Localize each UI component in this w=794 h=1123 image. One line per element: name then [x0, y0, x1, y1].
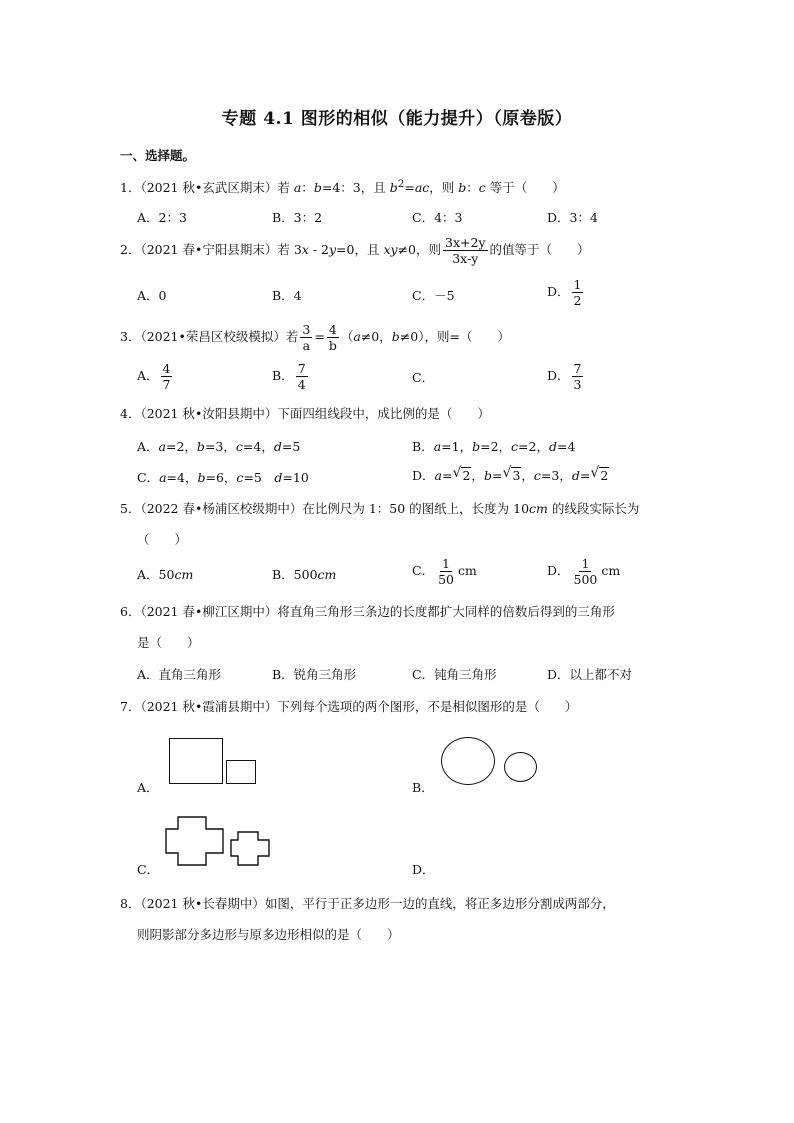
q5-d-numerator: 1: [581, 556, 590, 571]
q5-unit: cm: [529, 501, 548, 516]
radical-sign: √: [590, 465, 600, 481]
sqrt-symbol: [590, 465, 609, 483]
radicand: 2: [600, 468, 609, 483]
q3-b-denominator: 4: [297, 377, 306, 393]
q4-option-c: [137, 468, 309, 486]
q5-unit: cm: [317, 567, 337, 582]
q1-var: ac: [414, 180, 430, 196]
q7-c-large-cross: [166, 817, 223, 865]
q4-var: c: [511, 439, 519, 454]
q3-d-numerator: 7: [573, 361, 582, 376]
question-5-stem: [120, 499, 639, 517]
q6-option-a: A．直角三角形: [137, 667, 222, 682]
q7-c-small-cross: [231, 832, 269, 865]
q4-text: ，: [521, 468, 534, 483]
q4-text: =3，: [540, 468, 572, 483]
q5-d-denominator: 500: [573, 572, 598, 588]
q2-option-a: A．0: [137, 288, 167, 303]
q2-var: y: [328, 242, 337, 258]
q3-a-numerator: 4: [162, 361, 171, 376]
q5-c-denominator: 50: [438, 572, 454, 588]
q4-option-b: [412, 437, 575, 455]
q5-d-fraction: [572, 557, 600, 586]
q3-f2-numerator: 4: [328, 322, 337, 337]
q1-text: =: [404, 180, 415, 196]
q1-var: b: [313, 180, 322, 196]
q7-option-d-label: D．: [412, 862, 435, 877]
q2-option-b: B．4: [272, 288, 302, 303]
q3-var: b: [391, 329, 400, 345]
q4-var: c: [236, 470, 244, 485]
q4-var: c: [533, 468, 541, 483]
q7-b-small-circle: [504, 752, 537, 782]
q2-text: - 2: [308, 242, 329, 258]
q3-option-b-label: B．: [272, 368, 294, 384]
q3-option-a: [137, 362, 174, 391]
q6-option-c: C．钝角三角形: [412, 667, 497, 682]
radical-sign: √: [452, 465, 462, 481]
q3-fraction-1: [300, 323, 312, 352]
q3-text: ≠0，: [360, 329, 392, 345]
q2-frac-numerator: 3x+2y: [445, 235, 486, 250]
sqrt-symbol: [502, 465, 521, 483]
q4-var: b: [196, 439, 205, 454]
radicand: 3: [512, 468, 521, 483]
q4-var: d: [274, 470, 283, 485]
q4-var: a: [434, 468, 442, 483]
q3-d-denominator: 3: [573, 377, 582, 393]
question-7-stem: 7．（2021 秋•霞浦县期中）下列每个选项的两个图形，不是相似图形的是（ ）: [120, 699, 578, 714]
q4-var: d: [273, 439, 282, 454]
q4-text: =1，: [441, 439, 473, 454]
q3-option-a-fraction: [161, 362, 173, 391]
q3-option-d-label: D．: [547, 368, 570, 384]
q5-text: 的线段实际长为: [547, 501, 640, 516]
q3-f1-numerator: 3: [302, 322, 311, 337]
q2-option-d-fraction: [572, 278, 584, 307]
section-heading: 一、选择题。: [120, 148, 196, 163]
q3-a-denominator: 7: [162, 377, 171, 393]
q5-unit: cm: [174, 567, 194, 582]
q3-option-b: [272, 362, 310, 391]
q2-frac-denominator: 3x-y: [452, 251, 479, 267]
question-2-stem: [120, 236, 590, 265]
q4-var: b: [472, 439, 481, 454]
q1-var: b: [389, 180, 398, 196]
question-5-stem-line2: （ ）: [137, 532, 188, 547]
q7-c-cross-shapes: [164, 815, 276, 871]
page-title: 专题 4.1 图形的相似（能力提升）（原卷版）: [221, 109, 573, 129]
q5-b-label: B．500: [272, 567, 318, 582]
radical-sign: √: [502, 465, 512, 481]
q4-text: =: [579, 468, 591, 483]
q4-text: =: [491, 468, 503, 483]
question-6-stem-line2: 是（ ）: [137, 635, 200, 650]
q4-text: =5: [281, 439, 301, 454]
q1-option-d: D．3：4: [547, 210, 598, 225]
q4-text: =10: [282, 470, 309, 485]
q5-a-label: A．50: [137, 567, 175, 582]
q3-option-b-fraction: [296, 362, 308, 391]
q2-d-numerator: 1: [573, 277, 582, 292]
q4-text: =2，: [165, 439, 197, 454]
q7-a-large-square: [169, 738, 223, 784]
q6-option-b: B．锐角三角形: [272, 667, 357, 682]
q3-option-d: [547, 362, 585, 391]
q2-d-denominator: 2: [573, 293, 582, 309]
q7-b-large-circle: [441, 737, 495, 785]
q4-text: =6，: [205, 470, 237, 485]
q4-option-a: [137, 437, 300, 455]
q4-text: =4: [557, 439, 576, 454]
q4-c-label: C．: [137, 470, 160, 485]
q5-d-label: D．: [547, 563, 570, 579]
q2-text: ≠0，则: [397, 242, 442, 258]
q2-text: =0，且: [336, 242, 384, 258]
q1-text: ，则: [429, 180, 459, 196]
radicand: 2: [462, 468, 471, 483]
q5-option-d: [547, 557, 620, 586]
q5-unit: cm: [457, 563, 477, 579]
q3-text: ≠0），则=（ ）: [399, 329, 510, 345]
q4-option-d: [412, 466, 609, 484]
q4-text: =4，: [166, 470, 198, 485]
question-1-stem: [120, 178, 565, 196]
q4-var: b: [197, 470, 206, 485]
q4-text: =4，: [242, 439, 274, 454]
q4-text: =2，: [480, 439, 512, 454]
q1-option-a: A．2：3: [137, 210, 187, 225]
q2-option-d: [547, 278, 585, 307]
q4-var: a: [159, 470, 167, 485]
q2-text: 2．（2021 春•宁阳县期末）若 3: [120, 242, 302, 258]
q2-var: xy: [383, 242, 398, 258]
q2-var: x: [301, 242, 309, 258]
q5-c-numerator: 1: [442, 556, 450, 571]
q4-d-label: D．: [412, 468, 435, 483]
q3-fraction-2: [327, 323, 339, 352]
q5-option-a: [137, 565, 193, 583]
q7-option-c-label: C．: [137, 862, 160, 877]
q1-text: ：: [466, 180, 479, 196]
q5-option-b: [272, 565, 336, 583]
q7-a-small-square: [226, 760, 256, 784]
q2-option-d-label: D．: [547, 284, 570, 300]
question-4-stem: 4．（2021 秋•汝阳县期中）下面四组线段中，成比例的是（ ）: [120, 406, 490, 421]
q6-option-d: D．以上都不对: [547, 667, 633, 682]
q1-text: 等于（ ）: [485, 180, 565, 196]
q5-c-label: C．: [412, 563, 435, 579]
sqrt-symbol: [452, 465, 471, 483]
q4-text: ，: [471, 468, 484, 483]
q4-var: d: [571, 468, 580, 483]
question-8-stem-line2: 则阴影部分多边形与原多边形相似的是（ ）: [137, 927, 400, 942]
q1-text: 1．（2021 秋•玄武区期末）若: [120, 180, 294, 196]
q3-f2-denominator: b: [328, 338, 337, 354]
q3-var: a: [353, 329, 361, 345]
q4-b-label: B．: [412, 439, 434, 454]
q2-option-c: C．－5: [412, 288, 455, 303]
q2-text: 的值等于（ ）: [489, 242, 590, 258]
q1-var: b: [458, 180, 467, 196]
q4-var: d: [548, 439, 557, 454]
q4-text: =3，: [204, 439, 236, 454]
q3-f1-denominator: a: [302, 338, 311, 354]
q4-text: =2，: [518, 439, 549, 454]
q4-text: =5: [243, 470, 275, 485]
q5-text: 5．（2022 春•杨浦区校级期中）在比例尺为 1：50 的图纸上，长度为 10: [120, 501, 530, 516]
q1-var: c: [478, 180, 486, 196]
q1-text: =4：3，且: [321, 180, 390, 196]
q5-c-fraction: [436, 557, 456, 586]
q2-fraction: [443, 236, 488, 265]
q1-option-b: B．3：2: [272, 210, 323, 225]
q7-option-a-label: A．: [137, 780, 159, 795]
question-6-stem: 6．（2021 春•柳江区期中）将直角三角形三条边的长度都扩大同样的倍数后得到的三角形: [120, 604, 615, 619]
question-3-stem: [120, 323, 510, 352]
q4-var: b: [483, 468, 492, 483]
q3-text: 3．（2021•荣昌区校级模拟）若: [120, 329, 299, 345]
question-8-stem: 8．（2021 秋•长春期中）如图，平行于正多边形一边的直线，将正多边形分割成两部分，: [120, 896, 615, 911]
q3-option-a-label: A．: [137, 368, 159, 384]
q4-var: c: [235, 439, 243, 454]
q4-var: a: [158, 439, 166, 454]
q3-option-d-fraction: [572, 362, 584, 391]
q7-option-b-label: B．: [412, 780, 434, 795]
q4-a-label: A．: [137, 439, 159, 454]
q3-b-numerator: 7: [297, 361, 306, 376]
q1-text: ：: [301, 180, 314, 196]
q5-unit: cm: [601, 563, 621, 579]
q4-var: a: [433, 439, 442, 454]
q1-exponent: 2: [397, 178, 405, 190]
q3-option-c: C．: [412, 370, 435, 385]
q3-equals: =: [314, 329, 325, 345]
q4-text: =: [441, 468, 453, 483]
q1-option-c: C．4：3: [412, 210, 463, 225]
q3-text: （: [340, 329, 354, 345]
q5-option-c: [412, 557, 477, 586]
q1-var: a: [293, 180, 302, 196]
